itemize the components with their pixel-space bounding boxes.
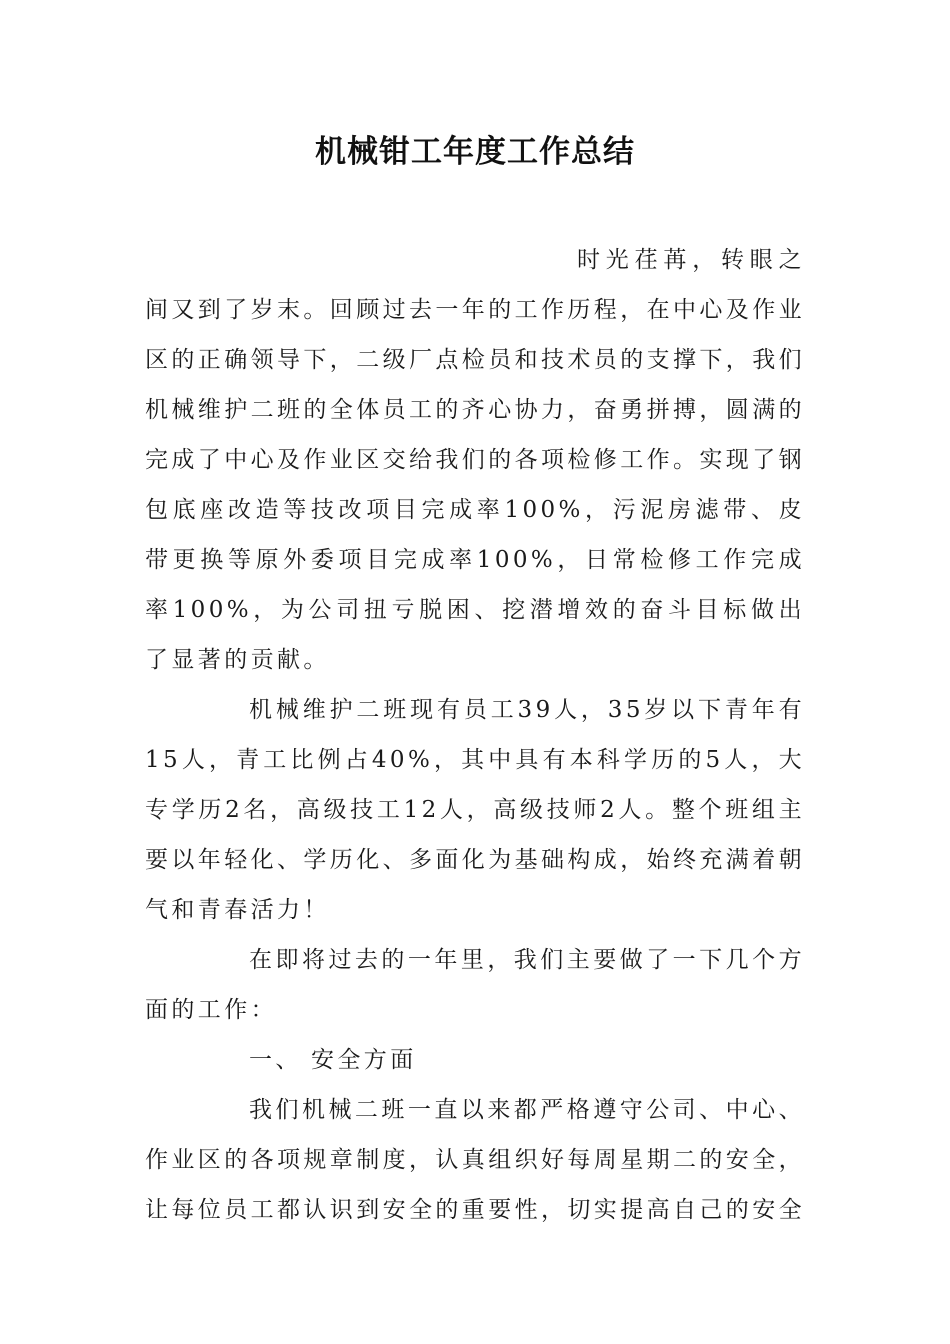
paragraph-intro: 时光荏苒，转眼之间又到了岁末。回顾过去一年的工作历程，在中心及作业区的正确领导下，二级厂点检员和技术员的支撑下，我们机械维护二班的全体员工的齐心协力，奋勇拼搏，圆满的完成了中心及作业区交给我们的各项检修工作。实现了钢包底座改造等技改项目完成率100%，污泥房滤带、皮带更换等原外委项目完成率100%，日常检修工作完成率100%，为公司扭亏脱困、挖潜增效的奋斗目标做出了显著的贡献。 xyxy=(145,247,805,673)
paragraph-overview: 在即将过去的一年里，我们主要做了一下几个方面的工作： xyxy=(145,947,805,1023)
section-number: 一、 xyxy=(249,1047,302,1073)
document-title: 机械钳工年度工作总结 xyxy=(315,134,635,170)
section-heading-safety xyxy=(145,1035,805,1085)
document-body xyxy=(145,235,805,1235)
paragraph-team: 机械维护二班现有员工39人，35岁以下青年有15人，青工比例占40%，其中具有本科学历的5人，大专学历2名，高级技工12人，高级技师2人。整个班组主要以年轻化、学历化、多面化为基础构成，始终充满着朝气和青春活力！ xyxy=(145,697,805,923)
section-title: 安全方面 xyxy=(311,1047,417,1073)
paragraph-safety: 我们机械二班一直以来都严格遵守公司、中心、作业区的各项规章制度，认真组织好每周星期二的安全，让每位员工都认识到安全的重要性，切实提高自己的安全 xyxy=(145,1097,805,1223)
